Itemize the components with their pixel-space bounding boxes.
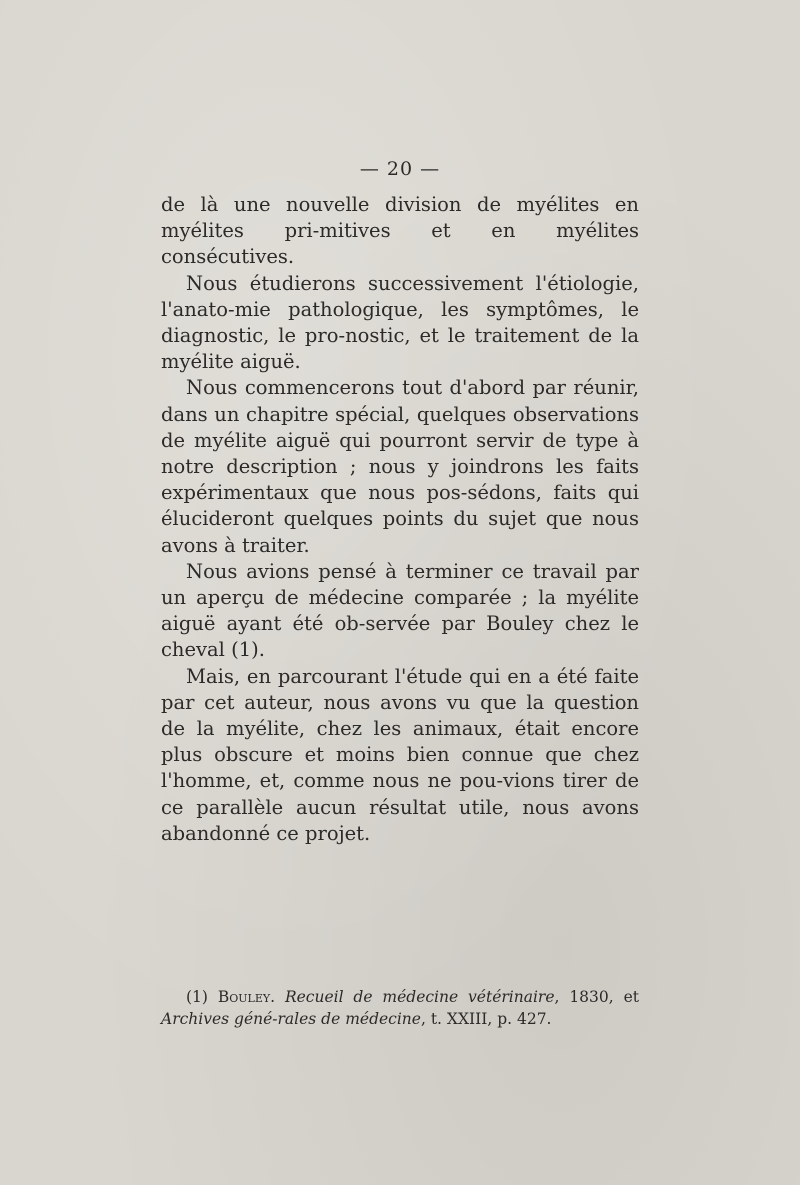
paragraph-3: Nous commencerons tout d'abord par réunir, dans un chapitre spécial, quelques observations de myélite aiguë qui pourront servir de type à notre description ; nous y joindrons les faits expérimentaux que nous pos-sédons, faits qui élucideront quelques points du sujet que nous avons à traiter. [161,376,639,557]
footnote [161,986,639,1030]
page-number: — 20 — [359,158,441,180]
footnote-work-1: Recueil de médecine vétérinaire [284,988,555,1006]
footnote-tail: , t. XXIII, p. 427. [420,1010,552,1028]
footnote-author: Bouley [217,988,271,1006]
footnote-marker: (1) [186,988,208,1006]
footnote-separator: . [270,988,285,1006]
footnote-text [161,986,639,1030]
body-text [161,192,639,847]
footnote-middle: , 1830, et [554,988,639,1006]
paragraph-1: de là une nouvelle division de myélites en myélites pri-mitives et en myélites consécutives. [161,193,639,269]
paragraph-2: Nous étudierons successivement l'étiologie, l'anato-mie pathologique, les symptômes, le diagnostic, le pro-nostic, et le traitement de la myélite aiguë. [161,271,639,374]
footnote-work-2: Archives géné-rales de médecine [161,1010,421,1028]
paragraph-5: Mais, en parcourant l'étude qui en a été faite par cet auteur, nous avons vu que la question de la myélite, chez les animaux, était encore plus obscure et moins bien connue que chez l'homme, et, comme nous ne pou-vions tirer de ce parallèle aucun résultat utile, nous avons abandonné ce projet. [161,664,639,845]
paragraph-4: Nous avions pensé à terminer ce travail par un aperçu de médecine comparée ; la myélite aiguë ayant été ob-servée par Bouley chez le cheval (1). [161,559,639,662]
